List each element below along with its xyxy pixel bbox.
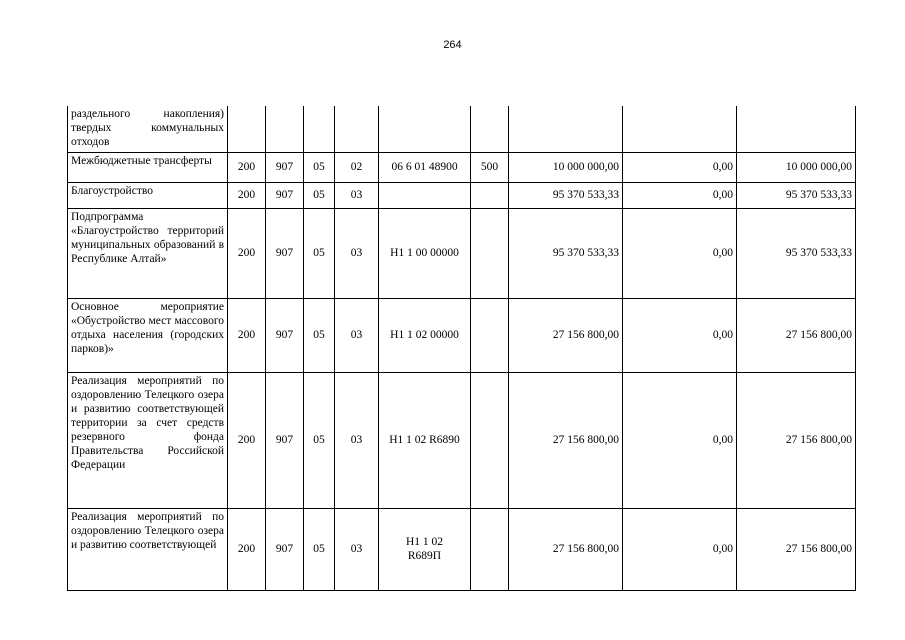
cell-code-3: 05 <box>304 152 335 182</box>
cell-code-6 <box>471 182 509 208</box>
cell-code-2 <box>266 106 304 152</box>
cell-code-5: Н1 1 02 R6890 <box>379 372 471 508</box>
row-name: Межбюджетные трансферты <box>68 152 228 182</box>
budget-table <box>67 106 856 591</box>
row-name: Благоустройство <box>68 182 228 208</box>
cell-amount-3: 27 156 800,00 <box>737 508 856 590</box>
cell-code-4: 03 <box>335 298 379 372</box>
cell-code-5: 06 6 01 48900 <box>379 152 471 182</box>
cell-code-4 <box>335 106 379 152</box>
cell-code-3 <box>304 106 335 152</box>
cell-code-4: 03 <box>335 372 379 508</box>
cell-code-2: 907 <box>266 372 304 508</box>
cell-code-1: 200 <box>228 508 266 590</box>
cell-code-4: 02 <box>335 152 379 182</box>
cell-code-6 <box>471 298 509 372</box>
cell-amount-1: 10 000 000,00 <box>509 152 623 182</box>
cell-code-6 <box>471 106 509 152</box>
cell-code-1: 200 <box>228 298 266 372</box>
cell-amount-1: 95 370 533,33 <box>509 182 623 208</box>
table-row <box>68 372 856 508</box>
cell-code-4: 03 <box>335 208 379 298</box>
cell-code-4: 03 <box>335 182 379 208</box>
row-name: раздельного накопления) твердых коммунальных отходов <box>68 106 228 152</box>
cell-amount-2: 0,00 <box>623 298 737 372</box>
cell-code-5: Н1 1 02 R689П <box>379 508 471 590</box>
cell-code-1: 200 <box>228 208 266 298</box>
table-row <box>68 106 856 152</box>
cell-amount-3: 27 156 800,00 <box>737 298 856 372</box>
cell-amount-3: 95 370 533,33 <box>737 208 856 298</box>
cell-code-1: 200 <box>228 152 266 182</box>
cell-amount-1 <box>509 106 623 152</box>
cell-amount-2: 0,00 <box>623 182 737 208</box>
cell-code-6: 500 <box>471 152 509 182</box>
table-row <box>68 182 856 208</box>
cell-amount-2: 0,00 <box>623 152 737 182</box>
cell-amount-1: 27 156 800,00 <box>509 508 623 590</box>
row-name: Основное мероприятие «Обустройство мест массового отдыха населения (городских парков)» <box>68 298 228 372</box>
table-row <box>68 208 856 298</box>
cell-amount-3 <box>737 106 856 152</box>
cell-code-6 <box>471 372 509 508</box>
cell-amount-1: 27 156 800,00 <box>509 298 623 372</box>
table-row <box>68 152 856 182</box>
row-name: Реализация мероприятий по оздоровлению Телецкого озера и развитию соответствующей территории за счет средств резервного фонда Правительства Российской Федерации <box>68 372 228 508</box>
cell-code-5: Н1 1 00 00000 <box>379 208 471 298</box>
cell-code-3: 05 <box>304 372 335 508</box>
cell-code-3: 05 <box>304 508 335 590</box>
cell-code-6 <box>471 208 509 298</box>
cell-amount-2: 0,00 <box>623 208 737 298</box>
table-row <box>68 508 856 590</box>
page-number: 264 <box>443 39 462 51</box>
cell-code-2: 907 <box>266 298 304 372</box>
row-name: Реализация мероприятий по оздоровлению Телецкого озера и развитию соответствующей <box>68 508 228 590</box>
row-name: Подпрограмма «Благоустройство территорий муниципальных образований в Республике Алтай» <box>68 208 228 298</box>
cell-amount-2: 0,00 <box>623 508 737 590</box>
cell-code-2: 907 <box>266 182 304 208</box>
table-row <box>68 298 856 372</box>
cell-code-2: 907 <box>266 208 304 298</box>
cell-amount-3: 27 156 800,00 <box>737 372 856 508</box>
cell-amount-2: 0,00 <box>623 372 737 508</box>
cell-code-1 <box>228 106 266 152</box>
cell-code-5 <box>379 182 471 208</box>
cell-code-4: 03 <box>335 508 379 590</box>
cell-code-2: 907 <box>266 152 304 182</box>
cell-code-3: 05 <box>304 298 335 372</box>
cell-amount-3: 95 370 533,33 <box>737 182 856 208</box>
cell-amount-2 <box>623 106 737 152</box>
cell-code-1: 200 <box>228 182 266 208</box>
cell-code-1: 200 <box>228 372 266 508</box>
cell-code-6 <box>471 508 509 590</box>
cell-code-2: 907 <box>266 508 304 590</box>
cell-code-5: Н1 1 02 00000 <box>379 298 471 372</box>
cell-code-5 <box>379 106 471 152</box>
cell-amount-3: 10 000 000,00 <box>737 152 856 182</box>
cell-code-3: 05 <box>304 182 335 208</box>
cell-amount-1: 27 156 800,00 <box>509 372 623 508</box>
cell-code-3: 05 <box>304 208 335 298</box>
cell-amount-1: 95 370 533,33 <box>509 208 623 298</box>
